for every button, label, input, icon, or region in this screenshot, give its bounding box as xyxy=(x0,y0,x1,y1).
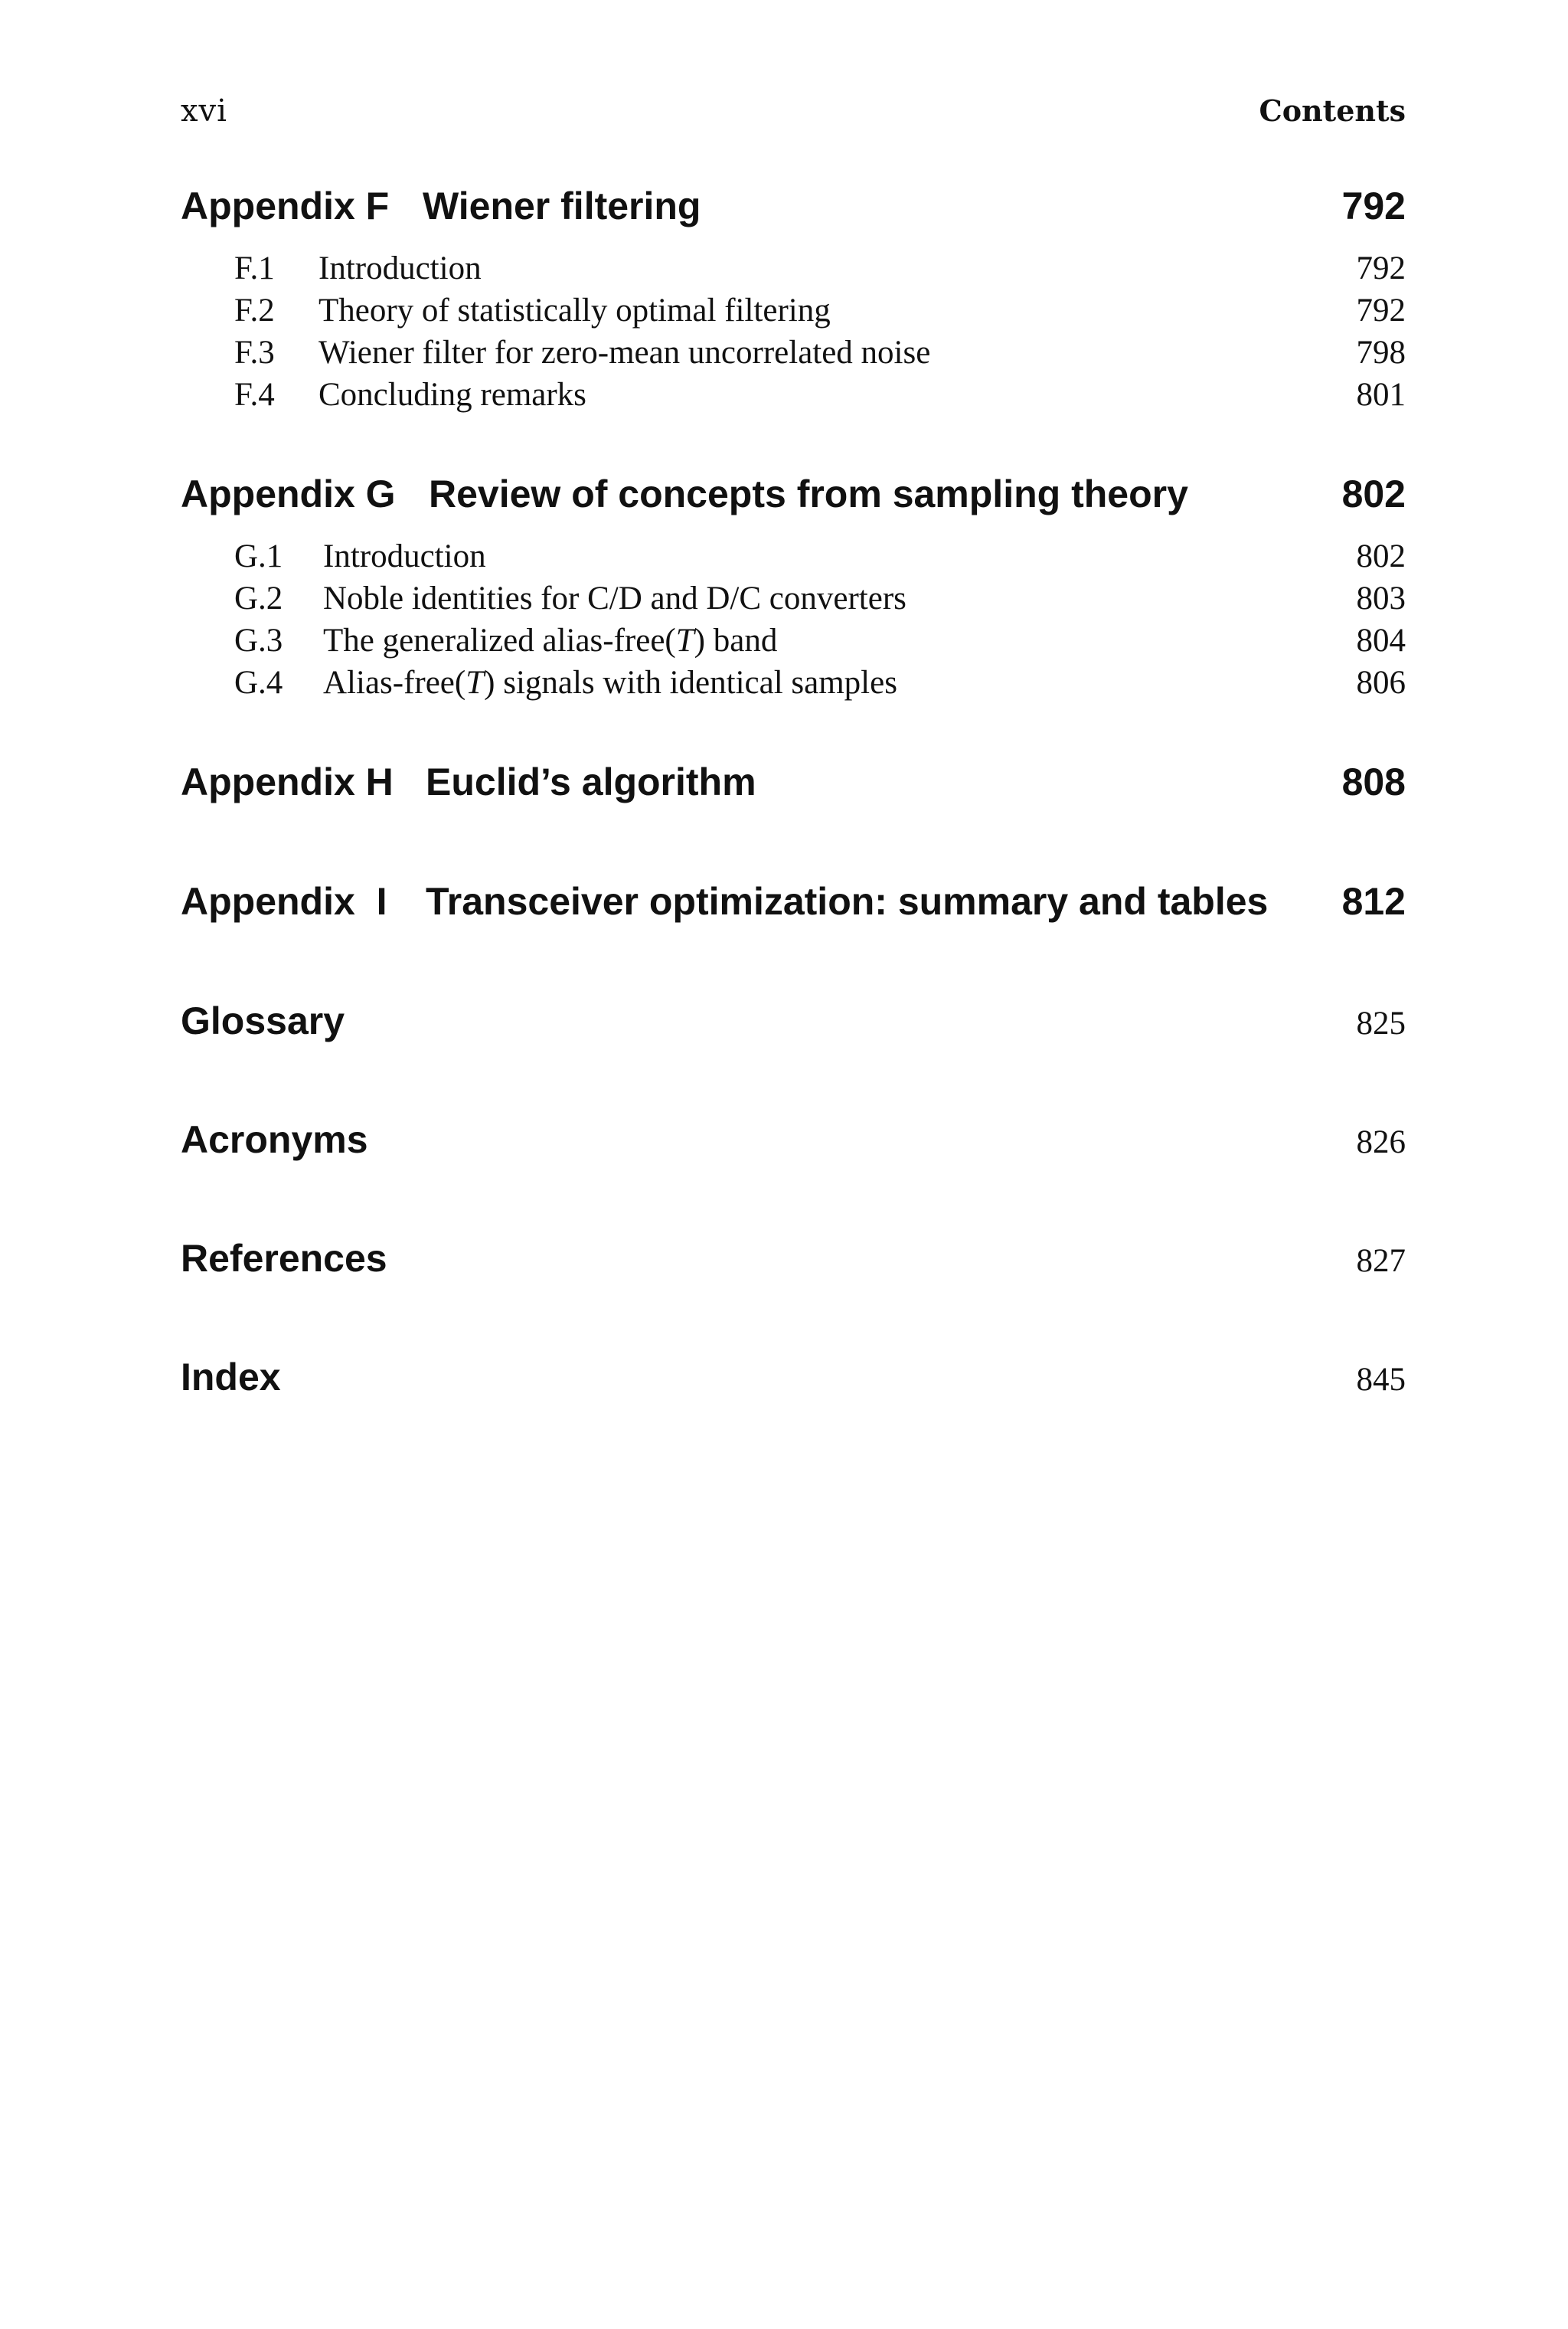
section-title-variable: T xyxy=(466,665,485,701)
section-title-prefix: The generalized alias-free( xyxy=(323,623,676,659)
section-number: G.3 xyxy=(234,623,283,659)
section-title xyxy=(323,664,1357,702)
toc-section-row[interactable] xyxy=(181,334,1406,376)
appendix-f-sections xyxy=(181,250,1406,418)
appendix-g-title: Review of concepts from sampling theory xyxy=(429,473,1188,515)
glossary-entry xyxy=(181,999,1406,1057)
index-entry xyxy=(181,1355,1406,1413)
section-title xyxy=(323,622,1357,659)
section-page: 804 xyxy=(1356,623,1406,659)
section-title: Introduction xyxy=(323,538,486,574)
appendix-f-title: Wiener filtering xyxy=(423,185,701,227)
appendix-i-label: Appendix I xyxy=(181,880,387,923)
appendix-f-heading[interactable] xyxy=(181,184,1406,242)
appendix-h-heading[interactable] xyxy=(181,760,1406,818)
appendix-f-page: 792 xyxy=(1341,185,1406,227)
section-page: 806 xyxy=(1356,665,1406,701)
toc-section-row[interactable] xyxy=(181,538,1406,580)
section-title: Wiener filter for zero-mean uncorrelated noise xyxy=(318,335,931,371)
appendix-i-page: 812 xyxy=(1341,880,1406,923)
references-heading[interactable] xyxy=(181,1236,1406,1294)
section-title-suffix: ) band xyxy=(694,623,778,659)
section-page: 792 xyxy=(1356,250,1406,286)
references-page: 827 xyxy=(1356,1243,1406,1279)
glossary-heading[interactable] xyxy=(181,999,1406,1057)
section-number: F.2 xyxy=(234,293,275,329)
appendix-g-entry xyxy=(181,472,1406,706)
page-number: xvi xyxy=(181,93,227,129)
appendix-f-entry xyxy=(181,184,1406,418)
section-page: 802 xyxy=(1356,538,1406,574)
section-number: F.4 xyxy=(234,377,275,413)
glossary-page: 825 xyxy=(1356,1006,1406,1042)
appendix-h-entry xyxy=(181,760,1406,818)
glossary-title: Glossary xyxy=(181,999,345,1042)
acronyms-heading[interactable] xyxy=(181,1117,1406,1176)
toc-section-row[interactable] xyxy=(181,580,1406,622)
references-entry xyxy=(181,1236,1406,1294)
contents-page xyxy=(181,0,1406,2329)
section-title: Theory of statistically optimal filtering xyxy=(318,293,831,329)
section-number: G.1 xyxy=(234,538,283,574)
appendix-i-entry xyxy=(181,879,1406,937)
appendix-f-label: Appendix F xyxy=(181,185,390,227)
references-title: References xyxy=(181,1237,387,1280)
section-page: 792 xyxy=(1356,293,1406,329)
acronyms-entry xyxy=(181,1117,1406,1176)
appendix-g-page: 802 xyxy=(1341,473,1406,515)
section-title: Introduction xyxy=(318,250,482,286)
toc-section-row[interactable] xyxy=(181,622,1406,664)
section-title-suffix: ) signals with identical samples xyxy=(484,665,897,701)
appendix-h-title: Euclid’s algorithm xyxy=(426,761,756,803)
toc-section-row[interactable] xyxy=(181,376,1406,418)
toc-section-row[interactable] xyxy=(181,292,1406,334)
appendix-h-label: Appendix H xyxy=(181,761,394,803)
section-page: 803 xyxy=(1356,581,1406,617)
running-head-title: Contents xyxy=(1259,93,1406,128)
appendix-i-heading[interactable] xyxy=(181,879,1406,937)
appendix-i-title: Transceiver optimization: summary and tables xyxy=(426,880,1269,923)
acronyms-title: Acronyms xyxy=(181,1118,368,1161)
toc-section-row[interactable] xyxy=(181,664,1406,706)
section-title: Concluding remarks xyxy=(318,377,586,413)
section-title: Noble identities for C/D and D/C converters xyxy=(323,581,906,617)
appendix-g-heading[interactable] xyxy=(181,472,1406,530)
running-head xyxy=(181,93,1406,136)
section-title-variable: T xyxy=(675,623,694,659)
appendix-h-page: 808 xyxy=(1341,761,1406,803)
section-title-prefix: Alias-free( xyxy=(323,665,466,701)
section-number: G.2 xyxy=(234,581,283,617)
section-number: F.3 xyxy=(234,335,275,371)
index-title: Index xyxy=(181,1356,281,1398)
index-page: 845 xyxy=(1356,1362,1406,1398)
acronyms-page: 826 xyxy=(1356,1124,1406,1160)
appendix-g-label: Appendix G xyxy=(181,473,396,515)
index-heading[interactable] xyxy=(181,1355,1406,1413)
section-number: F.1 xyxy=(234,250,275,286)
section-page: 798 xyxy=(1356,335,1406,371)
toc-section-row[interactable] xyxy=(181,250,1406,292)
section-number: G.4 xyxy=(234,665,283,701)
section-page: 801 xyxy=(1356,377,1406,413)
appendix-g-sections xyxy=(181,538,1406,706)
